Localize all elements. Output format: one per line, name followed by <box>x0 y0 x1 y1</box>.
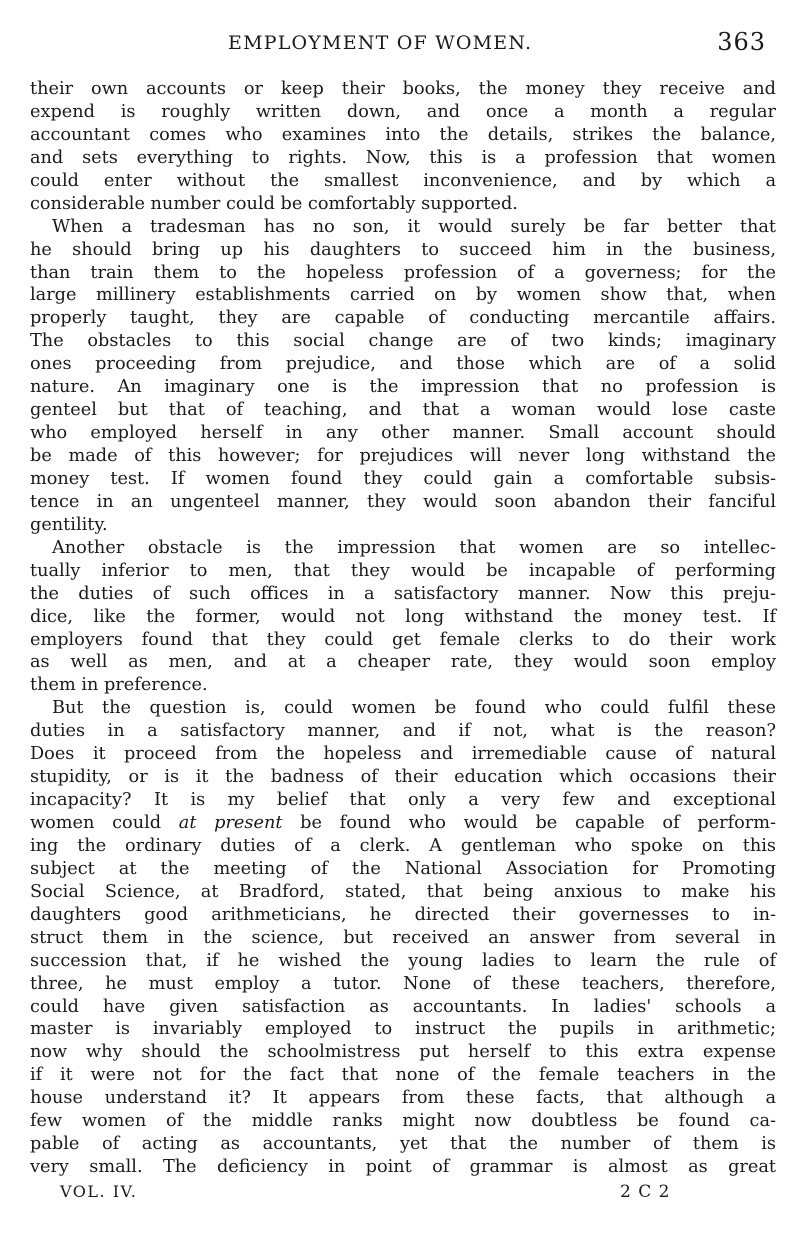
text-line: could enter without the smallest inconvenience, and by which a <box>30 170 776 191</box>
text-line: properly taught, they are capable of conducting mercantile affairs. <box>30 308 776 329</box>
signature-mark: 2 C 2 <box>620 1182 671 1202</box>
text-line: succession that, if he wished the young ladies to learn the rule of <box>30 950 776 971</box>
text-line: genteel but that of teaching, and that a woman would lose caste <box>30 400 776 421</box>
text-line: he should bring up his daughters to succeed him in the business, <box>30 239 776 260</box>
text-line: stupidity, or is it the badness of their education which occasions their <box>30 767 776 788</box>
text-line: be made of this however; for prejudices will never long withstand the <box>30 446 776 466</box>
text-line: tually inferior to men, that they would be incapable of performing <box>30 560 776 581</box>
text-line: ing the ordinary duties of a clerk. A gentleman who spoke on this <box>30 835 776 856</box>
text-line: incapacity? It is my belief that only a very few and exceptional <box>30 790 776 811</box>
text-line: their own accounts or keep their books, the money they receive and <box>30 79 776 99</box>
text-line: gentility. <box>30 514 108 535</box>
text-line: women could at present be found who would be capable of perform- <box>30 813 776 833</box>
text-line: large millinery establishments carried on by women show that, when <box>30 285 776 306</box>
text-line: considerable number could be comfortably supported. <box>30 193 518 214</box>
text-line: accountant comes who examines into the details, strikes the balance, <box>30 124 776 145</box>
text-line: few women of the middle ranks might now doubtless be found ca- <box>30 1111 776 1132</box>
text-line: pable of acting as accountants, yet that the number of them is <box>30 1134 776 1155</box>
text-line: who employed herself in any other manner. Small account should <box>30 423 776 444</box>
text-line: But the question is, could women be found who could fulfil these <box>52 698 776 719</box>
text-line: and sets everything to rights. Now, this is a profession that women <box>30 147 776 168</box>
text-line: employers found that they could get female clerks to do their work <box>30 629 776 650</box>
text-line: Another obstacle is the impression that women are so intellec- <box>52 537 776 558</box>
text-line: ones proceeding from prejudice, and those which are of a solid <box>30 354 776 375</box>
text-line: tence in an ungenteel manner, they would soon abandon their fanciful <box>30 491 776 512</box>
text-line: master is invariably employed to instruct the pupils in arithmetic; <box>30 1019 776 1040</box>
text-line: money test. If women found they could gain a comfortable subsis- <box>30 468 776 489</box>
text-line: struct them in the science, but received an answer from several in <box>30 927 776 948</box>
text-line: duties in a satisfactory manner, and if not, what is the reason? <box>30 721 776 742</box>
text-line: dice, like the former, would not long withstand the money test. If <box>30 606 776 627</box>
text-line: them in preference. <box>30 675 208 696</box>
text-line: the duties of such offices in a satisfactory manner. Now this preju- <box>30 583 776 604</box>
page-header <box>0 28 810 62</box>
page-footer <box>0 1182 810 1208</box>
text-line: expend is roughly written down, and once a month a regular <box>30 101 776 122</box>
running-title: EMPLOYMENT OF WOMEN. <box>228 32 533 54</box>
text-line: When a tradesman has no son, it would surely be far better that <box>52 216 776 237</box>
text-line: if it were not for the fact that none of the female teachers in the <box>30 1065 776 1086</box>
page-number: 363 <box>717 28 766 56</box>
text-line: three, he must employ a tutor. None of these teachers, therefore, <box>30 973 776 994</box>
text-line: daughters good arithmeticians, he directed their governesses to in- <box>30 904 776 925</box>
text-line: nature. An imaginary one is the impression that no profession is <box>30 377 776 398</box>
text-line: than train them to the hopeless profession of a governess; for the <box>30 262 776 283</box>
text-line: house understand it? It appears from these facts, that although a <box>30 1088 776 1109</box>
text-line: Social Science, at Bradford, stated, that being anxious to make his <box>30 881 776 902</box>
text-line: Does it proceed from the hopeless and irremediable cause of natural <box>30 744 776 765</box>
text-line: subject at the meeting of the National Association for Promoting <box>30 858 776 879</box>
text-line: now why should the schoolmistress put herself to this extra expense <box>30 1042 776 1063</box>
volume-mark: VOL. IV. <box>60 1182 138 1201</box>
body-text <box>30 78 776 1179</box>
text-line: could have given satisfaction as accountants. In ladies' schools a <box>30 996 776 1017</box>
text-line: very small. The deficiency in point of grammar is almost as great <box>30 1157 776 1178</box>
text-line: as well as men, and at a cheaper rate, they would soon employ <box>30 652 776 673</box>
text-line: The obstacles to this social change are of two kinds; imaginary <box>30 331 776 352</box>
